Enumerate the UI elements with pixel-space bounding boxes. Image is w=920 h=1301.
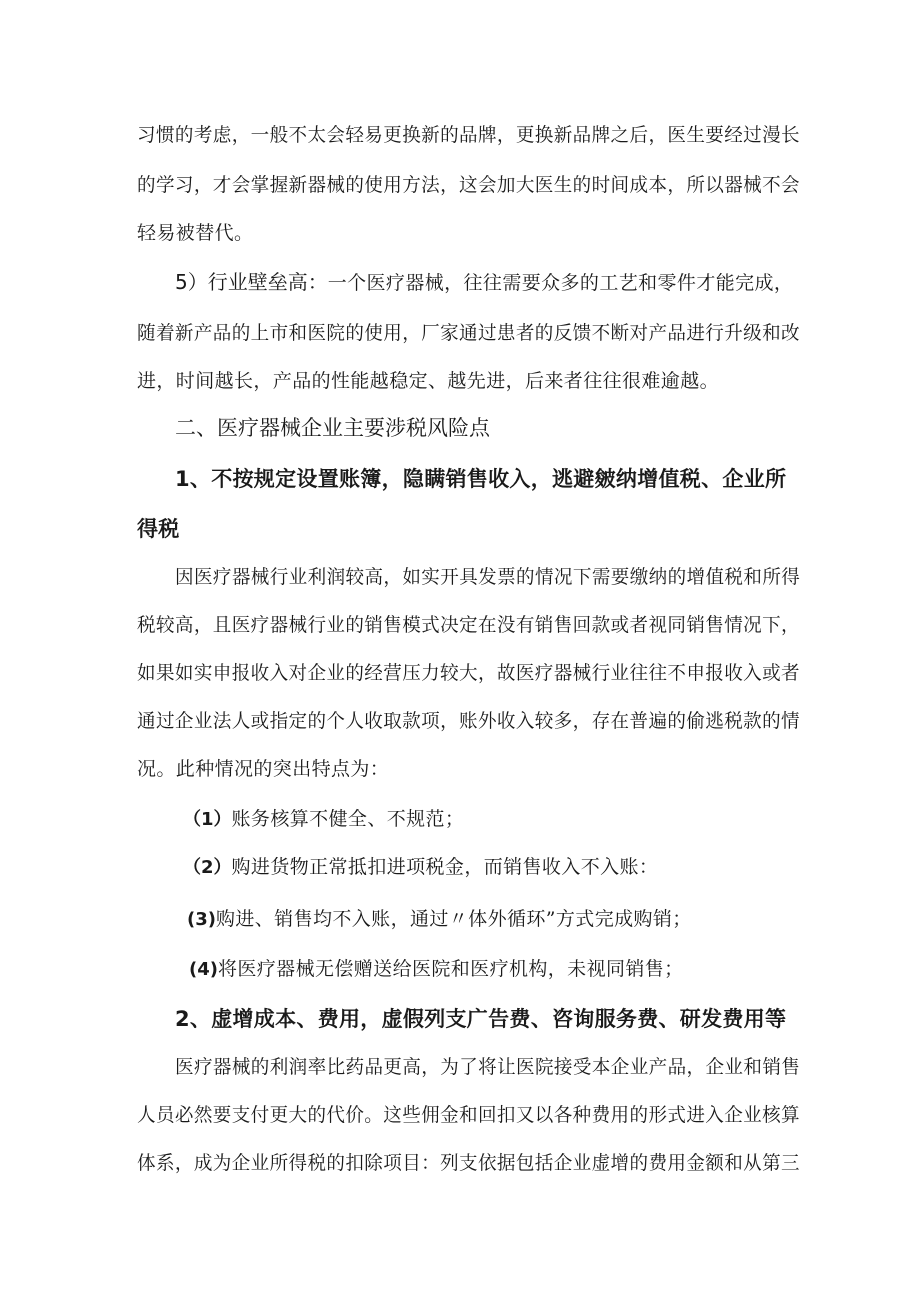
point5-first-line-text: 一个医疗器械，往往需要众多的工艺和零件才能完成，: [327, 272, 794, 294]
item-1-text: 账务核算不健全、不规范；: [231, 808, 465, 830]
risk1-heading-line-1: 1、不按规定设置账簿，隐瞒销售收入，逃避皴纳增值税、企业所: [175, 467, 787, 491]
risk1-item-2: [183, 854, 658, 881]
risk2-heading: 2、虚增成本、费用，虚假列支广告费、咨询服务费、研发费用等: [175, 1007, 787, 1031]
item-3-text: 购进、销售均不入账，通过〃体外循环”方式完成购销；: [215, 908, 692, 930]
risk1-para-line-2: 税较高，且医疗器械行业的销售模式决定在没有销售回款或者视同销售情况下，: [137, 614, 800, 636]
risk1-item-1: [183, 806, 464, 833]
risk1-item-3: [187, 906, 692, 933]
intro-line-2: 的学习，才会掌握新器械的使用方法，这会加大医生的时间成本，所以器械不会: [137, 174, 800, 196]
point5-first-line: [175, 268, 793, 296]
risk2-para-line-2: 人员必然要支付更大的代价。这些佣金和回扣又以各种费用的形式进入企业核算: [137, 1104, 800, 1126]
risk1-heading-line-2: 得税: [137, 517, 180, 541]
risk1-para-line-1: 因医疗器械行业利润较高，如实开具发票的情况下需要缴纳的增值税和所得: [175, 566, 801, 588]
item-3-label: (3): [187, 909, 216, 930]
item-1-label: （1）: [183, 809, 232, 830]
risk1-para-line-5: 况。此种情况的突出特点为：: [137, 758, 390, 780]
point5-line-2: 随着新产品的上市和医院的使用，厂家通过患者的反馈不断对产品进行升级和改: [137, 322, 800, 344]
risk2-para-line-3: 体系，成为企业所得税的扣除项目：列支依据包括企业虚增的费用金额和从第三: [137, 1152, 800, 1174]
section2-heading: 二、医疗器械企业主要涉税风险点: [175, 416, 490, 440]
risk2-para-line-1: 医疗器械的利润率比药品更高，为了将让医院接受本企业产品，企业和销售: [175, 1056, 801, 1078]
intro-line-1: 习惯的考虑，一般不太会轻易更换新的品牌，更换新品牌之后，医生要经过漫长: [137, 124, 800, 146]
risk1-item-4: [189, 956, 684, 983]
item-2-label: （2）: [183, 857, 232, 878]
item-4-text: 将医疗器械无偿赠送给医院和医疗机构，未视同销售；: [217, 958, 684, 980]
point5-label: 5）行业壁垒高: [175, 270, 308, 294]
risk1-para-line-3: 如果如实申报收入对企业的经营压力较大，故医疗器械行业往往不申报收入或者: [137, 662, 800, 684]
intro-line-3: 轻易被替代。: [137, 222, 254, 244]
item-2-text: 购进货物正常抵扣进项税金，而销售收入不入账：: [231, 856, 659, 878]
item-4-label: (4): [189, 959, 218, 980]
risk1-para-line-4: 通过企业法人或指定的个人收取款项，账外收入较多，存在普遍的偷逃税款的情: [137, 710, 800, 732]
point5-colon: ：: [307, 270, 328, 294]
point5-line-3: 进，时间越长，产品的性能越稳定、越先进，后来者往往很难逾越。: [137, 370, 720, 392]
